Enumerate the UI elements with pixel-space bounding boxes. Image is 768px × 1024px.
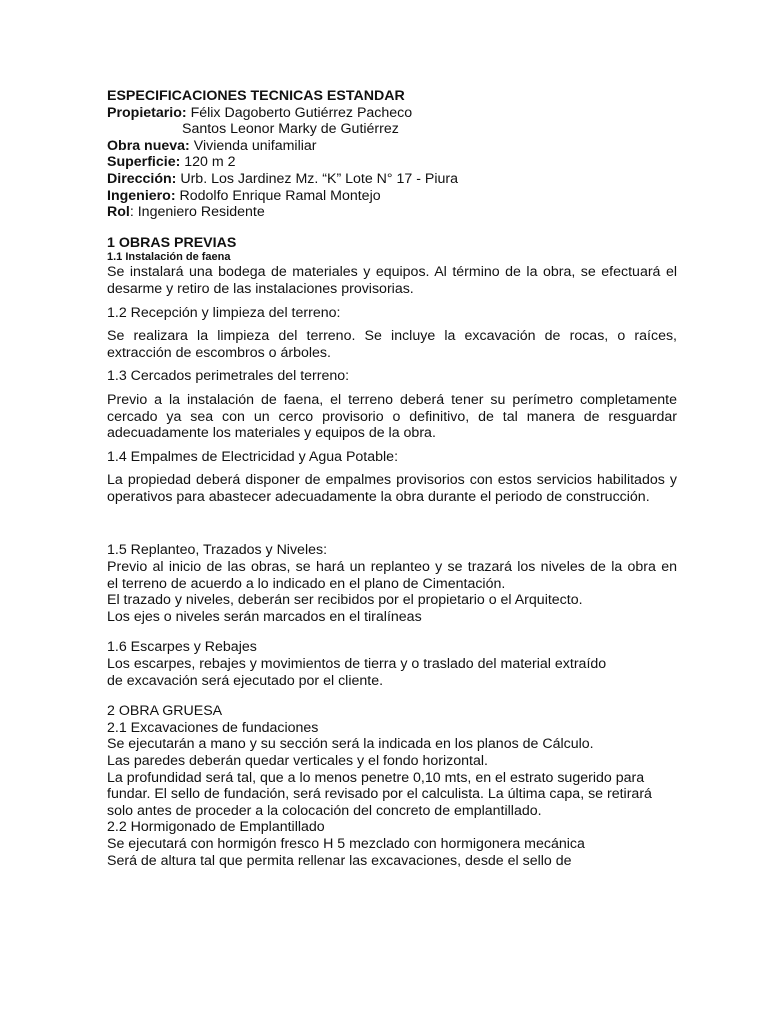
owner-line: [107, 105, 677, 122]
field-label: Dirección:: [107, 170, 177, 187]
paragraph-line: cercado ya sea con un cerco provisorio o definitivo, de tal manera de resguardar: [107, 408, 677, 425]
paragraph-line: de excavación será ejecutado por el cliente.: [107, 672, 384, 689]
paragraph-line: Previo al inicio de las obras, se hará un replanteo y se trazará los niveles de la obra en: [107, 559, 677, 576]
field-value: Félix Dagoberto Gutiérrez Pacheco: [186, 104, 413, 121]
subsection-1-4-title: 1.4 Empalmes de Electricidad y Agua Potable:: [107, 448, 399, 465]
field-label: Ingeniero:: [107, 187, 176, 204]
document-body: [107, 88, 677, 869]
paragraph-line: La propiedad deberá disponer de empalmes provisorios con estos servicios habilitados y: [107, 472, 677, 489]
engineer-line: [107, 188, 677, 205]
field-label: Rol: [107, 204, 130, 221]
paragraph-line: el terreno de acuerdo a lo indicado en el plano de Cimentación.: [107, 575, 506, 592]
field-label: Obra nueva:: [107, 137, 190, 154]
section-2-heading: 2 OBRA GRUESA: [107, 703, 223, 720]
paragraph-line: operativos para abastecer adecuadamente la obra durante el periodo de construcción.: [107, 488, 650, 505]
paragraph-line: Las paredes deberán quedar verticales y el fondo horizontal.: [107, 753, 488, 769]
project-line: [107, 138, 677, 155]
role-line: [107, 204, 677, 221]
field-value: Vivienda unifamiliar: [189, 137, 317, 154]
paragraph-line: El trazado y niveles, deberán ser recibidos por el propietario o el Arquitecto.: [107, 592, 583, 609]
paragraph-line: fundar. El sello de fundación, será revisado por el calculista. La última capa, se retirará: [107, 786, 652, 803]
field-value: 120 m 2: [180, 154, 236, 171]
paragraph-line: Se realizara la limpieza del terreno. Se incluye la excavación de rocas, o raíces,: [107, 328, 677, 345]
paragraph-line: Los escarpes, rebajes y movimientos de tierra y o traslado del material extraído: [107, 656, 607, 673]
address-line: [107, 171, 677, 188]
paragraph-line: Previo a la instalación de faena, el terreno deberá tener su perímetro completamente: [107, 391, 677, 408]
subsection-1-1-title: 1.1 Instalación de faena: [107, 251, 231, 264]
section-1-heading: 1 OBRAS PREVIAS: [107, 234, 237, 251]
paragraph-line: Los ejes o niveles serán marcados en el tiralíneas: [107, 608, 422, 625]
field-label: Propietario:: [107, 104, 187, 121]
paragraph-line: extracción de escombros o árboles.: [107, 344, 331, 361]
paragraph-line: Será de altura tal que permita rellenar las excavaciones, desde el sello de: [107, 852, 572, 869]
subsection-2-1-title: 2.1 Excavaciones de fundaciones: [107, 719, 319, 736]
subsection-1-5-title: 1.5 Replanteo, Trazados y Niveles:: [107, 542, 328, 559]
field-value: Rodolfo Enrique Ramal Montejo: [175, 187, 381, 204]
paragraph-line: Se ejecutará con hormigón fresco H 5 mezclado con hormigonera mecánica: [107, 835, 585, 852]
document-title: ESPECIFICACIONES TECNICAS ESTANDAR: [107, 88, 405, 104]
paragraph-line: Se ejecutarán a mano y su sección será la indicada en los planos de Cálculo.: [107, 736, 594, 753]
paragraph-line: adecuadamente los materiales y equipos de la obra.: [107, 425, 436, 442]
field-value: : Ingeniero Residente: [129, 204, 265, 221]
subsection-2-2-title: 2.2 Hormigonado de Emplantillado: [107, 819, 325, 836]
field-label: Superficie:: [107, 154, 181, 171]
owner-line-2: [107, 121, 677, 138]
paragraph-line: Se instalará una bodega de materiales y equipos. Al término de la obra, se efectuará el: [107, 264, 677, 281]
area-line: [107, 154, 677, 171]
paragraph-line: solo antes de proceder a la colocación del concreto de emplantillado.: [107, 802, 542, 819]
field-value: Urb. Los Jardinez Mz. “K” Lote N° 17 - Piura: [176, 170, 459, 187]
subsection-1-6-title: 1.6 Escarpes y Rebajes: [107, 639, 257, 656]
paragraph-line: La profundidad será tal, que a lo menos penetre 0,10 mts, en el estrato sugerido para: [107, 769, 645, 786]
field-value: Santos Leonor Marky de Gutiérrez: [182, 121, 399, 138]
subsection-1-3-title: 1.3 Cercados perimetrales del terreno:: [107, 368, 350, 385]
subsection-1-2-title: 1.2 Recepción y limpieza del terreno:: [107, 304, 341, 321]
paragraph-line: desarme y retiro de las instalaciones provisorias.: [107, 280, 414, 297]
